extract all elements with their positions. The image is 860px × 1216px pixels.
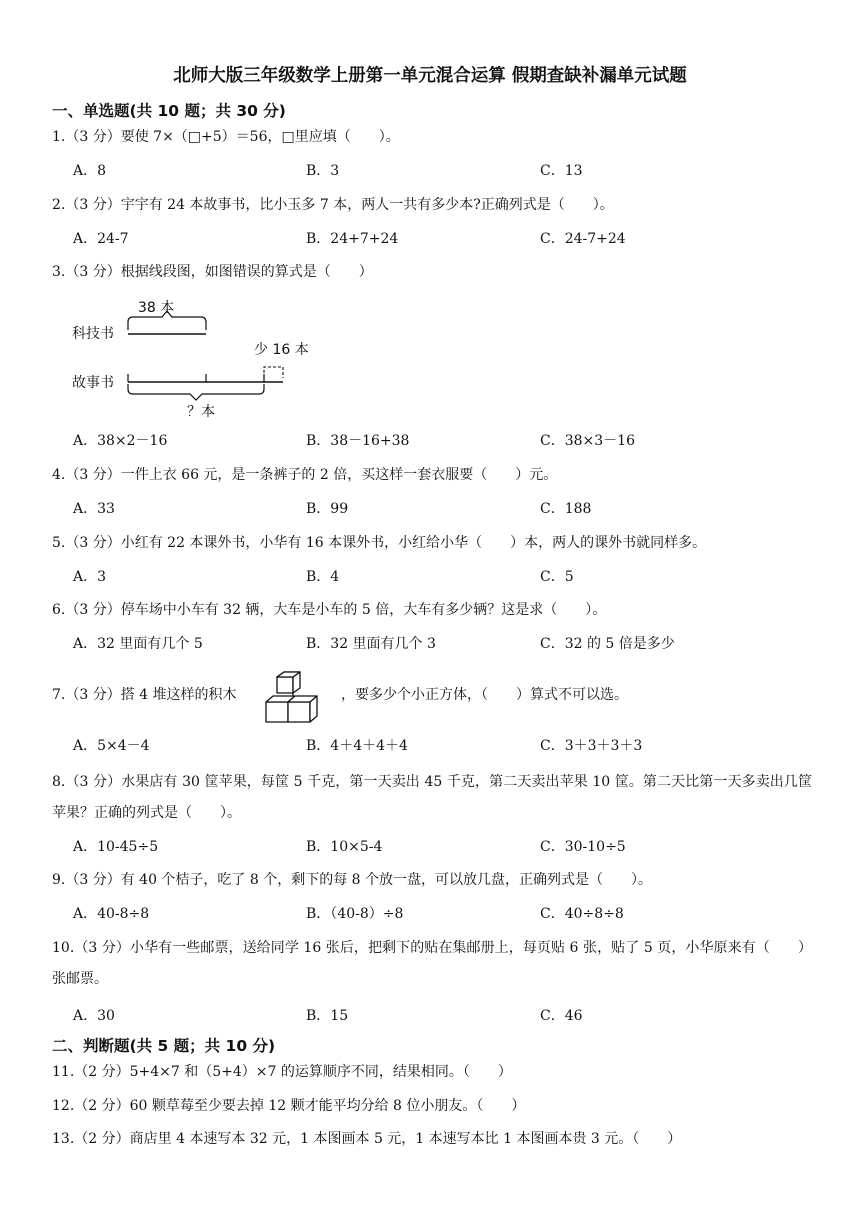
q9-option-a[interactable]: A．40-8÷8 (73, 906, 150, 922)
q4-option-a[interactable]: A．33 (73, 501, 115, 517)
q7-option-a[interactable]: A．5×4－4 (73, 738, 150, 754)
question-3: 3.（3 分）根据线段图，如图错误的算式是（ ） (52, 264, 373, 280)
q3-option-b[interactable]: B．38－16+38 (306, 433, 410, 449)
q1-option-a[interactable]: A．8 (73, 163, 107, 179)
question-2: 2.（3 分）宇宇有 24 本故事书，比小玉多 7 本，两人一共有多少本?正确列式是（ ）。 (52, 197, 614, 213)
q2-option-c[interactable]: C．24-7+24 (540, 231, 626, 247)
question-10: 10.（3 分）小华有一些邮票，送给同学 16 张后，把剩下的贴在集邮册上，每页贴 6 张，贴了 5 页，小华原来有（ ）张邮票。 (52, 940, 812, 987)
q4-option-b[interactable]: B．99 (306, 501, 349, 517)
q8-option-c[interactable]: C．30-10÷5 (540, 839, 626, 855)
q6-option-a[interactable]: A．32 里面有几个 5 (73, 636, 203, 652)
question-4: 4.（3 分）一件上衣 66 元，是一条裤子的 2 倍，买这样一套衣服要（ ）元。 (52, 467, 558, 483)
section-heading-true-false: 二、判断题(共 5 题；共 10 分) (52, 1037, 276, 1055)
bottom-brace (128, 384, 264, 400)
question-6: 6.（3 分）停车场中小车有 32 辆，大车是小车的 5 倍，大车有多少辆？这是求（ ）。 (52, 602, 607, 618)
question-12: 12.（2 分）60 颗草莓至少要去掉 12 颗才能平均分给 8 位小朋友。（ ） (52, 1098, 526, 1114)
question-11: 11.（2 分）5+4×7 和（5+4）×7 的运算顺序不同，结果相同。（ ） (52, 1064, 512, 1080)
q8-option-a[interactable]: A．10-45÷5 (73, 839, 159, 855)
cube-blocks-image (262, 667, 328, 725)
q6-option-b[interactable]: B．32 里面有几个 3 (306, 636, 436, 652)
row2-label: 故事书 (72, 375, 114, 391)
q10-option-c[interactable]: C．46 (540, 1008, 583, 1024)
q4-option-c[interactable]: C．188 (540, 501, 592, 517)
line-segment-diagram (66, 296, 326, 421)
q9-option-b[interactable]: B．（40-8）÷8 (306, 906, 404, 922)
q7-option-b[interactable]: B．4＋4＋4＋4 (306, 738, 408, 754)
q6-option-c[interactable]: C．32 的 5 倍是多少 (540, 636, 675, 652)
q10-option-a[interactable]: A．30 (73, 1008, 115, 1024)
question-13: 13.（2 分）商店里 4 本速写本 32 元，1 本图画本 5 元，1 本速写本比 1 本图画本贵 3 元。（ ） (52, 1131, 682, 1147)
q9-option-c[interactable]: C．40÷8÷8 (540, 906, 624, 922)
question-1: 1.（3 分）要使 7×（□+5）＝56，□里应填（ ）。 (52, 129, 400, 145)
q10-option-b[interactable]: B．15 (306, 1008, 349, 1024)
section-heading-single-choice: 一、单选题(共 10 题；共 30 分) (52, 102, 286, 120)
q2-option-b[interactable]: B．24+7+24 (306, 231, 399, 247)
q1-option-b[interactable]: B．3 (306, 163, 340, 179)
bottom-brace-label: ？本 (187, 404, 215, 420)
row1-label: 科技书 (72, 326, 114, 342)
q7-option-c[interactable]: C．3＋3＋3＋3 (540, 738, 643, 754)
question-7-part-a: 7.（3 分）搭 4 堆这样的积木 (52, 687, 237, 703)
less-bracket (264, 367, 283, 378)
question-5: 5.（3 分）小红有 22 本课外书，小华有 16 本课外书，小红给小华（ ）本，两人的课外书就同样多。 (52, 535, 707, 551)
q2-option-a[interactable]: A．24-7 (73, 231, 129, 247)
top-brace-label: 38 本 (138, 300, 175, 316)
q8-option-b[interactable]: B．10×5-4 (306, 839, 383, 855)
less-label: 少 16 本 (254, 342, 309, 358)
question-8: 8.（3 分）水果店有 30 筐苹果，每筐 5 千克，第一天卖出 45 千克，第二天卖出苹果 10 筐。第二天比第一天多卖出几筐苹果？正确的列式是（ ）。 (52, 774, 812, 821)
question-7-part-b: ，要多少个小正方体，（ ）算式不可以选。 (341, 687, 628, 703)
q3-option-a[interactable]: A．38×2－16 (73, 433, 168, 449)
q1-option-c[interactable]: C．13 (540, 163, 583, 179)
q3-option-c[interactable]: C．38×3－16 (540, 433, 635, 449)
q5-option-c[interactable]: C．5 (540, 569, 574, 585)
q5-option-a[interactable]: A．3 (73, 569, 107, 585)
q5-option-b[interactable]: B．4 (306, 569, 340, 585)
question-9: 9.（3 分）有 40 个桔子，吃了 8 个，剩下的每 8 个放一盘，可以放几盘，正确列式是（ ）。 (52, 872, 653, 888)
page-title: 北师大版三年级数学上册第一单元混合运算 假期查缺补漏单元试题 (173, 66, 687, 86)
